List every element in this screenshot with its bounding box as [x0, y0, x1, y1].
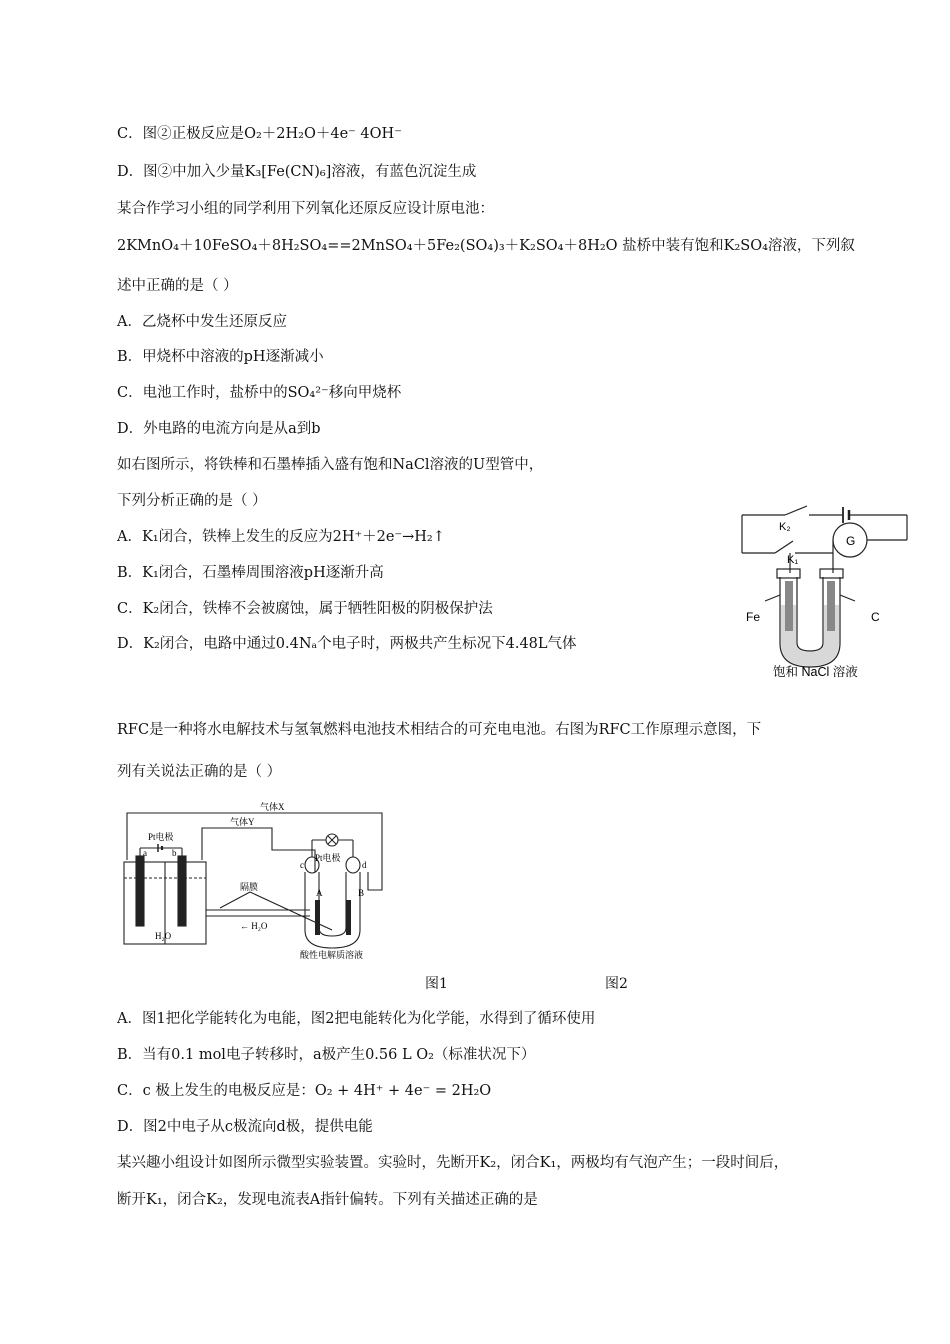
- option-c: C．电池工作时，盐桥中的SO₄²⁻移向甲烧杯: [117, 385, 402, 401]
- question-stem: 述中正确的是（ ）: [117, 278, 238, 294]
- option-a: A．K₁闭合，铁棒上发生的反应为2H⁺＋2e⁻→H₂↑: [117, 529, 445, 545]
- option-b: B．当有0.1 mol电子转移时，a极产生0.56 L O₂（标准状况下）: [117, 1047, 536, 1063]
- option-d-line: D．图②中加入少量K₃[Fe(CN)₆]溶液，有蓝色沉淀生成: [117, 164, 477, 180]
- question-stem: 列有关说法正确的是（ ）: [117, 764, 282, 780]
- electrode-d-label: d: [362, 860, 367, 870]
- gas-x-label: 气体X: [260, 802, 285, 812]
- option-a: A．乙烧杯中发生还原反应: [117, 314, 287, 330]
- solution-caption: 饱和 NaCl 溶液: [773, 665, 858, 679]
- electrode-c-label: c: [300, 860, 304, 870]
- h2o-left-label: H₂O: [155, 931, 172, 941]
- question-intro: 某合作学习小组的同学利用下列氧化还原反应设计原电池：: [117, 201, 494, 217]
- option-c-line: C．图②正极反应是O₂＋2H₂O＋4e⁻ 4OH⁻: [117, 126, 402, 142]
- question-intro: 如右图所示，将铁棒和石墨棒插入盛有饱和NaCl溶液的U型管中，: [117, 457, 544, 473]
- fe-label: Fe: [746, 610, 761, 624]
- reaction-equation: 2KMnO₄＋10FeSO₄＋8H₂SO₄==2MnSO₄＋5Fe₂(SO₄)₃＋K₂SO₄＋8H₂O 盐桥中装有饱和K₂SO₄溶液，下列叙: [117, 238, 855, 254]
- membrane-label: 隔膜: [240, 882, 259, 892]
- carbon-label: C: [871, 610, 880, 624]
- tube-b-label: B: [358, 888, 365, 898]
- option-d: D．外电路的电流方向是从a到b: [117, 421, 321, 437]
- option-a: A．图1把化学能转化为电能，图2把电能转化为化学能，水得到了循环使用: [117, 1011, 596, 1027]
- tube-a-label: A: [316, 888, 323, 898]
- electrode-b-label: b: [172, 848, 177, 858]
- pt-electrode-right-label: Pt电极: [315, 853, 341, 863]
- pt-electrode-left-label: Pt电极: [148, 832, 174, 842]
- question-intro: RFC是一种将水电解技术与氢氧燃料电池技术相结合的可充电电池。右图为RFC工作原理示意图，下: [117, 722, 762, 738]
- k2-label: K₂: [779, 521, 791, 533]
- rfc-diagram: [110, 800, 390, 960]
- question-stem: 下列分析正确的是（ ）: [117, 493, 267, 509]
- option-b: B．甲烧杯中溶液的pH逐渐减小: [117, 349, 324, 365]
- option-c: C．c 极上发生的电极反应是：O₂ + 4H⁺ + 4e⁻ = 2H₂O: [117, 1083, 492, 1099]
- gas-y-label: 气体Y: [230, 817, 255, 827]
- question-stem: 断开K₁，闭合K₂，发现电流表A指针偏转。下列有关描述正确的是: [117, 1192, 538, 1208]
- k1-label: K₁: [787, 554, 799, 566]
- option-c: C．K₂闭合，铁棒不会被腐蚀，属于牺牲阳极的阴极保护法: [117, 601, 493, 617]
- option-d: D．K₂闭合，电路中通过0.4Nₐ个电子时，两极共产生标况下4.48L气体: [117, 636, 577, 652]
- h2o-flow-label: ← H₂O: [240, 921, 268, 931]
- electrolyte-label: 酸性电解质溶液: [300, 950, 364, 960]
- figure-1-caption: 图1: [425, 976, 448, 992]
- question-intro: 某兴趣小组设计如图所示微型实验装置。实验时，先断开K₂，闭合K₁，两极均有气泡产生；一段时间后，: [117, 1155, 789, 1171]
- galvanometer-label: G: [846, 534, 856, 548]
- u-tube-diagram: [735, 495, 915, 685]
- electrode-a-label: a: [143, 848, 147, 858]
- figure-2-caption: 图2: [605, 976, 628, 992]
- option-b: B．K₁闭合，石墨棒周围溶液pH逐渐升高: [117, 565, 384, 581]
- option-d: D．图2中电子从c极流向d极，提供电能: [117, 1119, 373, 1135]
